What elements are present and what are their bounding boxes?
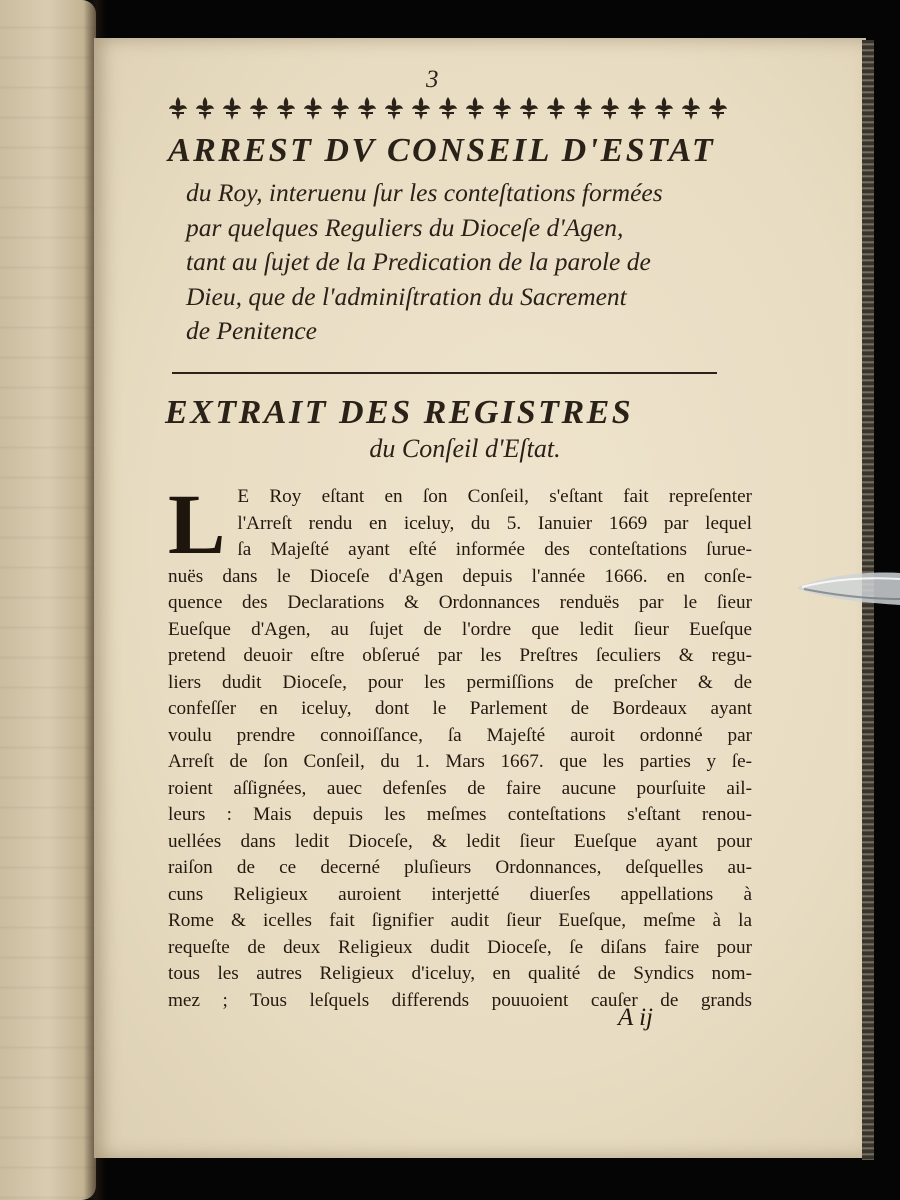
body-line: pretend deuoir eſtre obſerué par les Preſtres ſeculiers & regu- xyxy=(168,645,752,666)
section-heading xyxy=(165,394,745,464)
glass-pointer-pen xyxy=(798,565,900,611)
title-line: de Penitence xyxy=(186,316,317,345)
body-line: Eueſque d'Agen, au ſujet de l'ordre que ledit ſieur Eueſque xyxy=(168,618,752,640)
body-line: requeſte de deux Religieux dudit Dioceſe, ſe diſans faire pour xyxy=(168,936,752,958)
body-line: liers dudit Dioceſe, pour les permiſſions de preſcher & de xyxy=(168,671,752,693)
body-text xyxy=(168,476,752,1014)
body-line: nuës dans le Dioceſe d'Agen depuis l'année 1666. en conſe- xyxy=(168,565,752,587)
title-line: par quelques Reguliers du Dioceſe d'Agen, xyxy=(186,212,624,242)
body-line: uellées dans ledit Dioceſe, & ledit ſieur Eueſque ayant pour xyxy=(168,830,752,852)
body-line: quence des Declarations & Ordonnances renduës par le ſieur xyxy=(168,592,752,613)
page-number: 3 xyxy=(426,66,439,93)
body-line: tous les autres Religieux d'iceluy, en qualité de Syndics nom- xyxy=(168,963,752,984)
horizontal-rule xyxy=(172,372,717,374)
fleuron-ornament-band xyxy=(168,92,733,122)
facing-left-page xyxy=(0,0,96,1200)
title-line: tant au ſujet de la Predication de la parole de xyxy=(186,247,651,276)
body-line: leurs : Mais depuis les meſmes conteſtations s'eſtant renou- xyxy=(168,804,752,825)
title-line: Dieu, que de l'adminiſtration du Sacrement xyxy=(186,281,627,311)
body-line: cuns Religieux auroient interjetté diuerſes appellations à xyxy=(168,883,752,905)
signature-mark: A ij xyxy=(618,1004,653,1031)
title-heading: ARREST DV CONSEIL D'ESTAT xyxy=(168,132,716,169)
body-line: voulu prendre connoiſſance, ſa Majeſté auroit ordonné par xyxy=(168,724,752,746)
body-line: raiſon de ce decerné pluſieurs Ordonnances, deſquelles au- xyxy=(168,857,752,878)
body-line: l'Arreſt rendu en iceluy, du 5. Ianuier 1669 par lequel xyxy=(237,512,752,534)
drop-cap: L xyxy=(168,476,226,572)
body-line: ſa Majeſté ayant eſté informée des conteſtations ſurue- xyxy=(237,539,752,560)
body-line: Rome & icelles fait ſignifier audit ſieur Eueſque, meſme à la xyxy=(168,910,752,931)
bleed-through-text xyxy=(0,0,96,1200)
body-line: roient aſſignées, auec defenſes de faire aucune pourſuite ail- xyxy=(168,777,752,799)
section-heading-main: EXTRAIT DES REGISTRES xyxy=(165,394,634,431)
title-line: du Roy, interuenu ſur les conteſtations formées xyxy=(186,178,663,207)
section-heading-sub: du Conſeil d'Eſtat. xyxy=(369,434,561,463)
body-line: confeſſer en iceluy, dont le Parlement de Bordeaux ayant xyxy=(168,698,752,719)
body-line: Arreſt de ſon Conſeil, du 1. Mars 1667. que les parties y ſe- xyxy=(168,751,752,772)
document-title xyxy=(168,132,743,349)
body-line: E Roy eſtant en ſon Conſeil, s'eſtant fait repreſenter xyxy=(237,486,752,507)
body-line: mez ; Tous leſquels differends pouuoient cauſer de grands xyxy=(168,989,752,1011)
